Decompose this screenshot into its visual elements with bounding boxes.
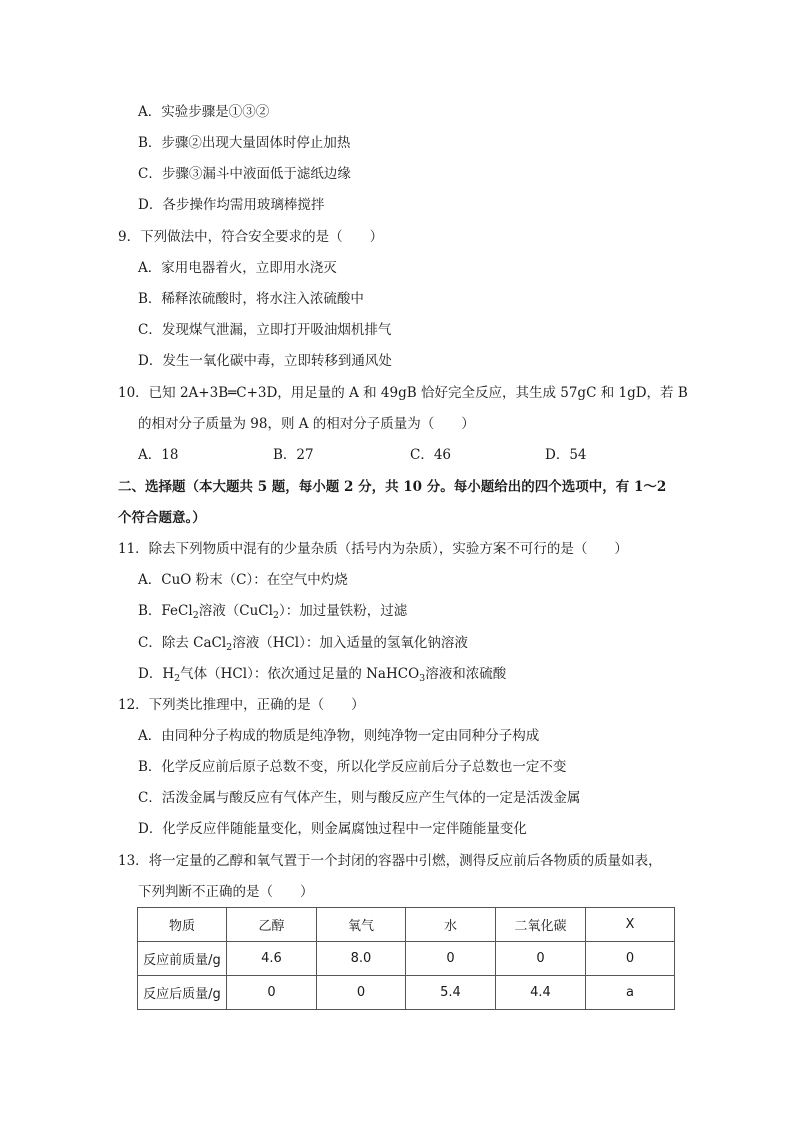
table-cell: 0 [317,976,406,1010]
q11-d-sub1: 2 [174,673,181,684]
q11-option-d [138,664,506,684]
table-cell: 4.4 [496,976,586,1010]
q9-option-a: A．家用电器着火，立即用水浇灭 [138,260,337,276]
q10-stem-line2: 的相对分子质量为 98，则 A 的相对分子质量为（ ） [138,416,475,432]
q11-option-a: A．CuO 粉末（C）：在空气中灼烧 [138,572,348,588]
table-cell: 反应后质量/g [138,976,227,1010]
q10-stem-line1: 10．已知 2A+3B═C+3D，用足量的 A 和 49gB 恰好完全反应，其生成 57gC 和 1gD，若 B [118,385,688,401]
q12-option-d: D．化学反应伴随能量变化，则金属腐蚀过程中一定伴随能量变化 [138,821,527,837]
q10-option-b: B．27 [273,447,314,463]
q8-option-c: C．步骤③漏斗中液面低于滤纸边缘 [138,166,351,182]
q11-b-mid: 溶液（CuCl [198,603,273,619]
q12-stem: 12．下列类比推理中，正确的是（ ） [118,697,365,713]
q8-option-d: D．各步操作均需用玻璃棒搅拌 [138,197,325,213]
table-header-cell: 乙醇 [227,908,317,942]
q11-c-suffix: 溶液（HCl）：加入适量的氢氧化钠溶液 [232,635,468,651]
table-header-cell: 二氧化碳 [496,908,586,942]
q11-option-b [138,601,407,621]
q11-c-sub: 2 [226,642,233,653]
q11-d-sub2: 3 [419,673,426,684]
table-header-cell: 水 [406,908,496,942]
q10-option-c: C．46 [410,447,452,463]
q11-d-suffix: 溶液和浓硫酸 [425,666,507,682]
section2-heading-line2: 个符合题意。） [118,510,206,526]
table-cell: 8.0 [317,942,406,976]
q8-option-a: A．实验步骤是①③② [138,104,270,120]
q13-stem-line1: 13．将一定量的乙醇和氧气置于一个封闭的容器中引燃，测得反应前后各物质的质量如表， [118,853,662,869]
table-header-cell: X [586,908,675,942]
q11-d-prefix: D．H [138,666,175,682]
q11-b-sub1: 2 [192,610,199,621]
section2-heading-line1: 二、选择题（本大题共 5 题，每小题 2 分，共 10 分。每小题给出的四个选项中，有 1～2 [118,479,667,495]
q12-option-a: A．由同种分子构成的物质是纯净物，则纯净物一定由同种分子构成 [138,728,540,744]
table-header-row [138,908,675,942]
q11-b-prefix: B．FeCl [138,603,193,619]
q9-stem: 9．下列做法中，符合安全要求的是（ ） [118,229,384,245]
q12-option-b: B．化学反应前后原子总数不变，所以化学反应前后分子总数也一定不变 [138,759,567,775]
q13-stem-line2: 下列判断不正确的是（ ） [138,884,314,900]
table-row [138,942,675,976]
q10-options-row [0,445,794,465]
q11-stem: 11．除去下列物质中混有的少量杂质（括号内为杂质），实验方案不可行的是（ ） [118,541,628,557]
q11-d-mid: 气体（HCl）：依次通过足量的 NaHCO [180,666,420,682]
q8-option-b: B．步骤②出现大量固体时停止加热 [138,135,351,151]
q9-option-c: C．发现煤气泄漏，立即打开吸油烟机排气 [138,322,392,338]
q11-b-suffix: ）：加过量铁粉，过滤 [278,603,408,619]
q10-option-d: D．54 [545,447,587,463]
table-cell: 0 [496,942,586,976]
table-cell: 5.4 [406,976,496,1010]
table-header-cell: 物质 [138,908,227,942]
table-cell: 反应前质量/g [138,942,227,976]
table-cell: 0 [227,976,317,1010]
table-header-cell: 氧气 [317,908,406,942]
table-cell: 0 [586,942,675,976]
q9-option-b: B．稀释浓硫酸时，将水注入浓硫酸中 [138,291,364,307]
q11-c-prefix: C．除去 CaCl [138,635,227,651]
q10-option-a: A．18 [138,447,179,463]
q13-mass-table [137,907,675,1010]
q12-option-c: C．活泼金属与酸反应有气体产生，则与酸反应产生气体的一定是活泼金属 [138,790,581,806]
table-cell: 0 [406,942,496,976]
q11-b-sub2: 2 [272,610,279,621]
table-row [138,976,675,1010]
table-cell: 4.6 [227,942,317,976]
q9-option-d: D．发生一氧化碳中毒，立即转移到通风处 [138,353,392,369]
q11-option-c [138,633,468,653]
table-cell: a [586,976,675,1010]
